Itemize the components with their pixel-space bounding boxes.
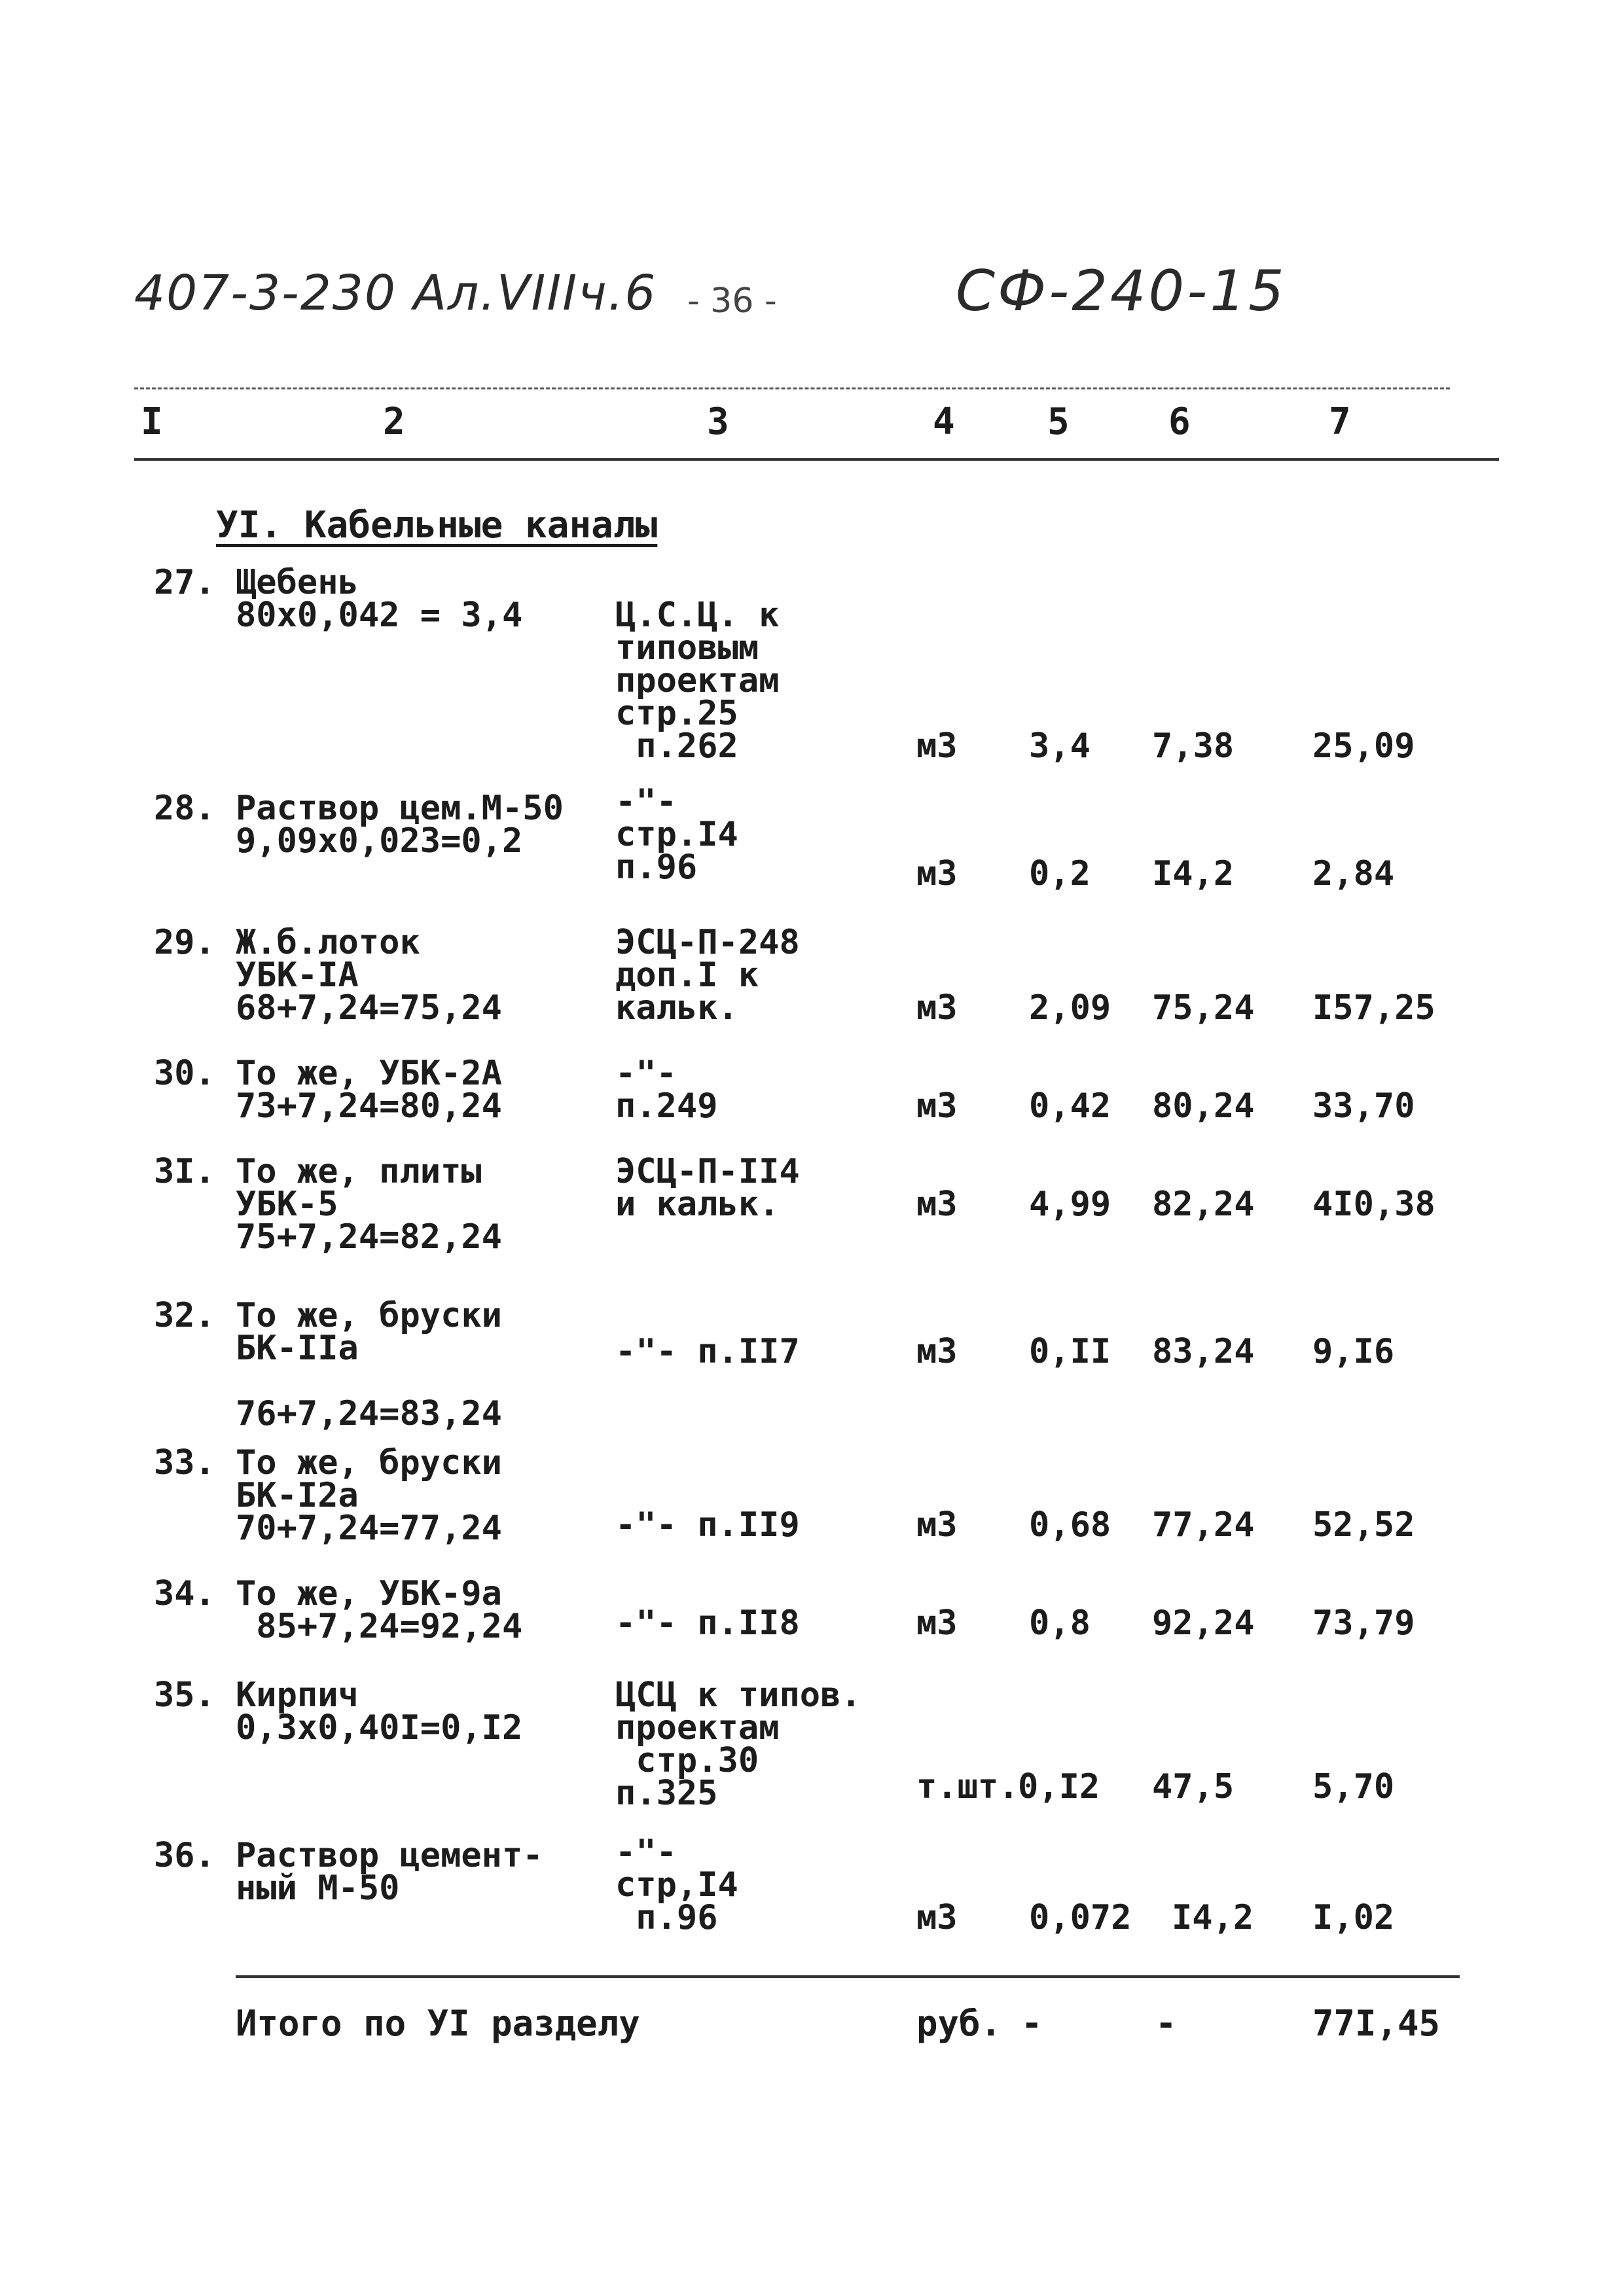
unit-price: 7,38	[1152, 726, 1235, 766]
page-number: - 36 -	[687, 281, 777, 321]
total-divider	[236, 1975, 1460, 1978]
column-header-6: 6	[1168, 401, 1191, 443]
top-divider	[134, 387, 1450, 389]
unit-price: 80,24	[1152, 1086, 1255, 1126]
column-header-3: 3	[707, 401, 729, 443]
item-name: То же, УБК-9а 85+7,24=92,24	[236, 1574, 523, 1646]
unit-price: I4,2	[1172, 1898, 1254, 1937]
amount: I,02	[1312, 1898, 1395, 1937]
total-quantity: -	[1021, 2003, 1043, 2044]
row-number: 33.	[154, 1443, 215, 1482]
row-number: 3I.	[154, 1152, 215, 1191]
amount: 25,09	[1312, 726, 1415, 766]
price-reference: ЦСЦ к типов. проектам стр.30 п.325	[615, 1676, 861, 1813]
row-number: 30.	[154, 1054, 215, 1093]
unit: м3	[916, 1086, 958, 1126]
amount: I57,25	[1312, 988, 1435, 1028]
quantity: 0,II	[1029, 1332, 1111, 1371]
header-divider	[134, 458, 1499, 461]
price-reference: -"- п.II8	[615, 1604, 800, 1643]
unit-price: 83,24	[1152, 1332, 1255, 1371]
item-name: Раствор цемент- ный М-50	[236, 1836, 543, 1908]
total-amount: 77I,45	[1312, 2003, 1441, 2044]
section-title: УI. Кабельные каналы	[216, 504, 658, 547]
row-number: 28.	[154, 789, 215, 828]
price-reference: -"- п.II7	[615, 1332, 800, 1371]
unit: м3	[916, 854, 958, 893]
price-reference: ЭСЦ-П-248 доп.I к кальк.	[615, 923, 800, 1028]
item-name: Раствор цем.М-50 9,09х0,023=0,2	[236, 789, 564, 861]
unit-price: I4,2	[1152, 854, 1235, 893]
quantity: 0,2	[1029, 854, 1091, 893]
unit: м3	[916, 1332, 958, 1371]
row-number: 27.	[154, 563, 215, 602]
price-reference: -"- стр.I4 п.96	[615, 782, 738, 887]
price-reference: Ц.С.Ц. к типовым проектам стр.25 п.262	[615, 596, 780, 766]
quantity: 0,8	[1029, 1604, 1091, 1643]
column-header-5: 5	[1047, 401, 1070, 443]
price-reference: -"- п.249	[615, 1054, 718, 1126]
amount: 4I0,38	[1312, 1185, 1435, 1224]
amount: 73,79	[1312, 1604, 1415, 1643]
total-label: Итого по УI разделу	[236, 2003, 640, 2044]
column-header-2: 2	[383, 401, 405, 443]
row-number: 35.	[154, 1676, 215, 1715]
amount: 5,70	[1312, 1767, 1395, 1806]
price-reference: -"- п.II9	[615, 1505, 800, 1545]
amount: 33,70	[1312, 1086, 1415, 1126]
unit-price: 75,24	[1152, 988, 1255, 1028]
quantity: 2,09	[1029, 988, 1111, 1028]
price-reference: -"- стр,I4 п.96	[615, 1833, 738, 1937]
unit-price: 77,24	[1152, 1505, 1255, 1545]
unit-price: 47,5	[1152, 1767, 1235, 1806]
item-name: То же, УБК-2А 73+7,24=80,24	[236, 1054, 502, 1126]
quantity: 0,68	[1029, 1505, 1111, 1545]
unit-price: 82,24	[1152, 1185, 1255, 1224]
item-name: Щебень 80х0,042 = 3,4	[236, 563, 523, 635]
total-unit: руб.	[916, 2003, 1002, 2044]
quantity: 4,99	[1029, 1185, 1111, 1224]
unit: м3	[916, 988, 958, 1028]
unit: м3	[916, 726, 958, 766]
amount: 52,52	[1312, 1505, 1415, 1545]
item-name: То же, бруски БК-I2а 70+7,24=77,24	[236, 1443, 502, 1548]
quantity: 0,I2	[1018, 1767, 1100, 1806]
row-number: 34.	[154, 1574, 215, 1613]
amount: 9,I6	[1312, 1332, 1395, 1371]
price-reference: ЭСЦ-П-II4 и кальк.	[615, 1152, 800, 1224]
document-code: 407-3-230 Ал.VIIIч.6	[134, 265, 657, 321]
total-price: -	[1155, 2003, 1177, 2044]
item-name: Ж.б.лоток УБК-IА 68+7,24=75,24	[236, 923, 502, 1028]
unit: т.шт.	[916, 1767, 1019, 1806]
quantity: 0,42	[1029, 1086, 1111, 1126]
item-name: То же, бруски БК-IIа 76+7,24=83,24	[236, 1296, 502, 1433]
row-number: 36.	[154, 1836, 215, 1875]
unit-price: 92,24	[1152, 1604, 1255, 1643]
column-header-4: 4	[933, 401, 955, 443]
sheet-code: СФ-240-15	[956, 259, 1287, 324]
amount: 2,84	[1312, 854, 1395, 893]
unit: м3	[916, 1604, 958, 1643]
item-name: Кирпич 0,3х0,40I=0,I2	[236, 1676, 523, 1748]
column-header-1: I	[141, 401, 163, 443]
unit: м3	[916, 1185, 958, 1224]
quantity: 0,072	[1029, 1898, 1132, 1937]
row-number: 29.	[154, 923, 215, 962]
unit: м3	[916, 1898, 958, 1937]
item-name: То же, плиты УБК-5 75+7,24=82,24	[236, 1152, 502, 1257]
column-header-7: 7	[1329, 401, 1351, 443]
row-number: 32.	[154, 1296, 215, 1335]
quantity: 3,4	[1029, 726, 1091, 766]
unit: м3	[916, 1505, 958, 1545]
